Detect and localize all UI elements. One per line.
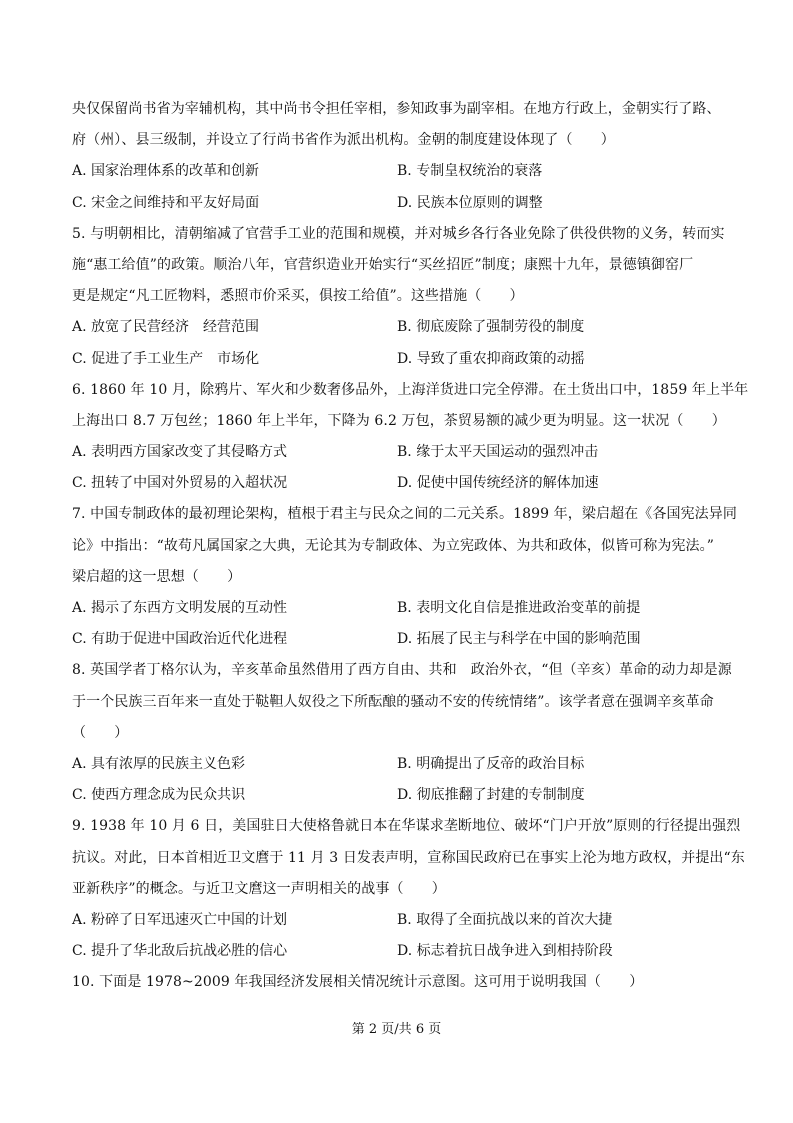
question-content (72, 94, 749, 998)
option-row (72, 905, 722, 936)
question-text-line: 8. 英国学者丁格尔认为，辛亥革命虽然借用了西方自由、共和 政治外衣，“但（辛亥）革命的动力却是源 (72, 662, 732, 679)
option-a: A. 具有浓厚的民族主义色彩 (72, 755, 246, 772)
question-text-line: 梁启超的这一思想（ ） (72, 568, 242, 585)
option-a: A. 放宽了民营经济 经营范围 (72, 319, 260, 336)
option-row (72, 624, 722, 655)
option-d: D. 民族本位原则的调整 (397, 194, 543, 211)
option-row (72, 780, 722, 811)
option-a: A. 表明西方国家改变了其侵略方式 (72, 444, 288, 461)
question-8 (72, 655, 732, 811)
option-c: C. 提升了华北敌后抗战必胜的信心 (72, 943, 288, 960)
question-10 (72, 967, 722, 998)
question-7 (72, 499, 737, 655)
option-c: C. 有助于促进中国政治近代化进程 (72, 631, 288, 648)
question-4-tail (72, 94, 722, 219)
option-a: A. 粉碎了日军迅速灭亡中国的计划 (72, 911, 288, 928)
question-text-line: 更是规定“凡工匠物料，悉照市价采买，俱按工给值”。这些措施（ ） (72, 288, 524, 305)
option-row (72, 468, 722, 499)
question-9 (72, 811, 745, 967)
question-text-line: 9. 1938 年 10 月 6 日，美国驻日大使格鲁就日本在华谋求垄断地位、破坏“门户开放”原则的行径提出强烈 (72, 818, 741, 835)
option-d: D. 标志着抗日战争进入到相持阶段 (397, 943, 613, 960)
question-text-line: 亚新秩序”的概念。与近卫文麿这一声明相关的战事（ ） (72, 880, 446, 897)
question-text-line: 10. 下面是 1978~2009 年我国经济发展相关情况统计示意图。这可用于说明我国（ ） (72, 974, 644, 991)
option-row (72, 749, 722, 780)
option-b: B. 专制皇权统治的衰落 (397, 163, 543, 180)
option-a: A. 国家治理体系的改革和创新 (72, 163, 260, 180)
option-c: C. 使西方理念成为民众共识 (72, 787, 246, 804)
question-text-line: 5. 与明朝相比，清朝缩减了官营手工业的范围和规模，并对城乡各行各业免除了供役供物的义务，转而实 (72, 225, 725, 242)
question-text-line: 抗议。对此，日本首相近卫文麿于 11 月 3 日发表声明，宣称国民政府已在事实上沦为地方政权，并提出“东 (72, 849, 745, 866)
option-row (72, 188, 722, 219)
option-d: D. 彻底推翻了封建的专制制度 (397, 787, 585, 804)
option-b: B. 彻底废除了强制劳役的制度 (397, 319, 585, 336)
question-text-line: 府（州）、县三级制，并设立了行尚书省作为派出机构。金朝的制度建设体现了（ ） (72, 132, 615, 149)
option-row (72, 593, 722, 624)
option-b: B. 缘于太平天国运动的强烈冲击 (397, 444, 599, 461)
option-row (72, 156, 722, 187)
question-text-line: 6. 1860 年 10 月，除鸦片、军火和少数奢侈品外，上海洋货进口完全停滞。在土货出口中，1859 年上半年 (72, 381, 749, 398)
question-text-line: 央仅保留尚书省为宰辅机构，其中尚书令担任宰相，参知政事为副宰相。在地方行政上，金朝实行了路、 (72, 101, 721, 117)
option-a: A. 揭示了东西方文明发展的互动性 (72, 600, 288, 616)
option-c: C. 扭转了中国对外贸易的入超状况 (72, 475, 288, 492)
page-footer: 第 2 页/共 6 页 (351, 1022, 442, 1037)
question-text-line: 论》中指出：“故苟凡属国家之大典，无论其为专制政体、为立宪政体、为共和政体，似皆可称为宪法。” (72, 537, 715, 554)
option-row (72, 936, 722, 967)
question-text-line: 施“惠工给值”的政策。顺治八年，官营织造业开始实行“买丝招匠”制度；康熙十九年，景德镇御窑厂 (72, 256, 694, 273)
option-b: B. 表明文化自信是推进政治变革的前提 (397, 600, 641, 616)
question-6 (72, 375, 749, 500)
option-c: C. 宋金之间维持和平友好局面 (72, 194, 260, 211)
option-row (72, 312, 722, 343)
option-b: B. 取得了全面抗战以来的首次大捷 (397, 911, 613, 928)
option-d: D. 导致了重农抑商政策的动摇 (397, 350, 585, 367)
option-c: C. 促进了手工业生产 市场化 (72, 350, 260, 367)
option-row (72, 344, 722, 375)
option-row (72, 437, 722, 468)
question-text-line: （ ） (72, 724, 129, 741)
question-5 (72, 219, 725, 375)
option-d: D. 拓展了民主与科学在中国的影响范围 (397, 631, 641, 648)
question-text-line: 于一个民族三百年来一直处于鞑靼人奴役之下所酝酿的骚动不安的传统情绪”。该学者意在强调辛亥革命 (72, 693, 714, 710)
option-d: D. 促使中国传统经济的解体加速 (397, 475, 599, 492)
question-text-line: 上海出口 8.7 万包丝；1860 年上半年，下降为 6.2 万包，茶贸易额的减少更为明显。这一状况（ ） (72, 412, 726, 429)
option-b: B. 明确提出了反帝的政治目标 (397, 755, 585, 772)
question-text-line: 7. 中国专制政体的最初理论架构，植根于君主与民众之间的二元关系。1899 年，梁启超在《各国宪法异同 (72, 506, 737, 523)
